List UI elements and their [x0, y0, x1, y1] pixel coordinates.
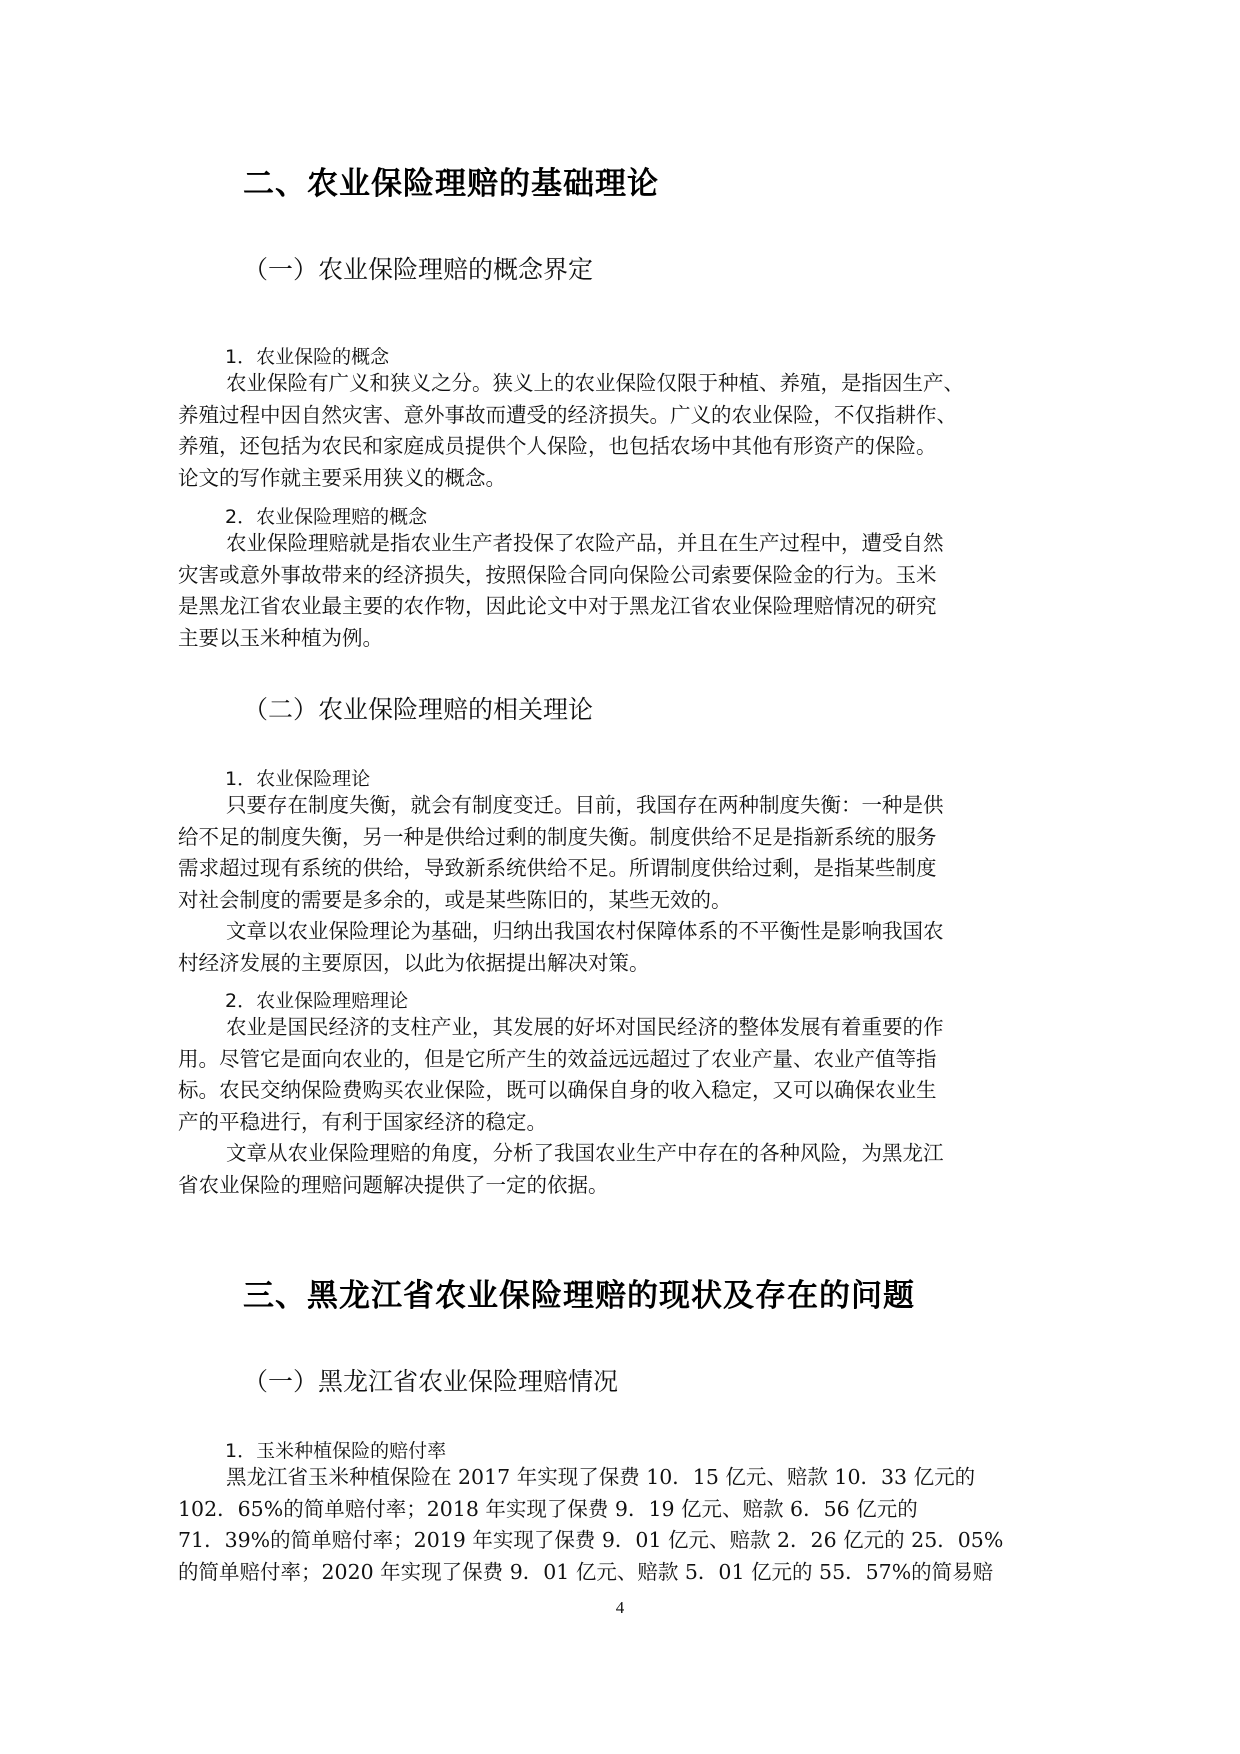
text-line: 主要以玉米种植为例。 — [178, 625, 383, 650]
text-line: 省农业保险的理赔问题解决提供了一定的依据。 — [178, 1172, 609, 1197]
paragraph-claims-concept — [178, 528, 1102, 654]
text-line: 黑龙江省玉米种植保险在 2017 年实现了保费 10．15 亿元、赔款 10．33 亿元的 — [226, 1465, 976, 1489]
text-line: 102．65%的简单赔付率；2018 年实现了保费 9．19 亿元、赔款 6．56 亿元的 — [178, 1496, 918, 1521]
text-line: 只要存在制度失衡，就会有制度变迁。目前，我国存在两种制度失衡：一种是供 — [226, 793, 944, 817]
text-line: 农业是国民经济的支柱产业，其发展的好坏对国民经济的整体发展有着重要的作 — [226, 1015, 944, 1039]
text-line: 的简单赔付率；2020 年实现了保费 9．01 亿元、赔款 5．01 亿元的 55．57%的简易赔 — [178, 1559, 994, 1584]
text-line: 农业保险理赔就是指农业生产者投保了农险产品，并且在生产过程中，遭受自然 — [226, 531, 944, 555]
section-heading-2-2: （二）农业保险理赔的相关理论 — [243, 695, 594, 724]
subsection-heading-2-1-1: 1．农业保险的概念 — [225, 346, 390, 368]
text-line: 灾害或意外事故带来的经济损失，按照保险合同向保险公司索要保险金的行为。玉米 — [178, 562, 937, 587]
subsection-heading-2-1-2: 2．农业保险理赔的概念 — [225, 506, 428, 528]
text-line: 产的平稳进行，有利于国家经济的稳定。 — [178, 1109, 547, 1134]
section-heading-2-1: （一）农业保险理赔的概念界定 — [243, 255, 594, 284]
subsection-heading-2-2-1: 1．农业保险理论 — [225, 768, 371, 790]
text-line: 对社会制度的需要是多余的，或是某些陈旧的，某些无效的。 — [178, 887, 732, 912]
text-line: 是黑龙江省农业最主要的农作物，因此论文中对于黑龙江省农业保险理赔情况的研究 — [178, 594, 937, 618]
chapter-heading-2: 二、农业保险理赔的基础理论 — [243, 166, 659, 202]
paragraph-loss-ratio — [178, 1462, 1102, 1588]
text-line: 养殖过程中因自然灾害、意外事故而遭受的经济损失。广义的农业保险，不仅指耕作、 — [178, 402, 957, 427]
text-line: 村经济发展的主要原因，以此为依据提出解决对策。 — [178, 950, 650, 975]
paragraph-agri-insurance-concept — [178, 368, 1102, 494]
section-heading-3-1: （一）黑龙江省农业保险理赔情况 — [243, 1367, 619, 1396]
text-line: 论文的写作就主要采用狭义的概念。 — [178, 465, 506, 490]
text-line: 标。农民交纳保险费购买农业保险，既可以确保自身的收入稳定，又可以确保农业生 — [178, 1078, 937, 1102]
text-line: 养殖，还包括为农民和家庭成员提供个人保险，也包括农场中其他有形资产的保险。 — [178, 434, 937, 458]
page-number: 4 — [615, 1598, 625, 1617]
subsection-heading-3-1-1: 1．玉米种植保险的赔付率 — [225, 1440, 447, 1462]
text-line: 用。尽管它是面向农业的，但是它所产生的效益远远超过了农业产量、农业产值等指 — [178, 1046, 937, 1071]
text-line: 给不足的制度失衡，另一种是供给过剩的制度失衡。制度供给不足是指新系统的服务 — [178, 824, 937, 849]
text-line: 71．39%的简单赔付率；2019 年实现了保费 9．01 亿元、赔款 2．26 亿元的 25．05% — [178, 1528, 1004, 1552]
paragraph-claims-theory — [178, 1012, 1102, 1201]
paragraph-insurance-theory — [178, 790, 1102, 979]
text-line: 农业保险有广义和狭义之分。狭义上的农业保险仅限于种植、养殖，是指因生产、 — [226, 371, 964, 395]
chapter-heading-3: 三、黑龙江省农业保险理赔的现状及存在的问题 — [243, 1278, 915, 1314]
subsection-heading-2-2-2: 2．农业保险理赔理论 — [225, 990, 409, 1012]
text-line: 需求超过现有系统的供给，导致新系统供给不足。所谓制度供给过剩，是指某些制度 — [178, 856, 937, 880]
text-line: 文章从农业保险理赔的角度，分析了我国农业生产中存在的各种风险，为黑龙江 — [226, 1141, 944, 1165]
text-line: 文章以农业保险理论为基础，归纳出我国农村保障体系的不平衡性是影响我国农 — [226, 919, 944, 943]
